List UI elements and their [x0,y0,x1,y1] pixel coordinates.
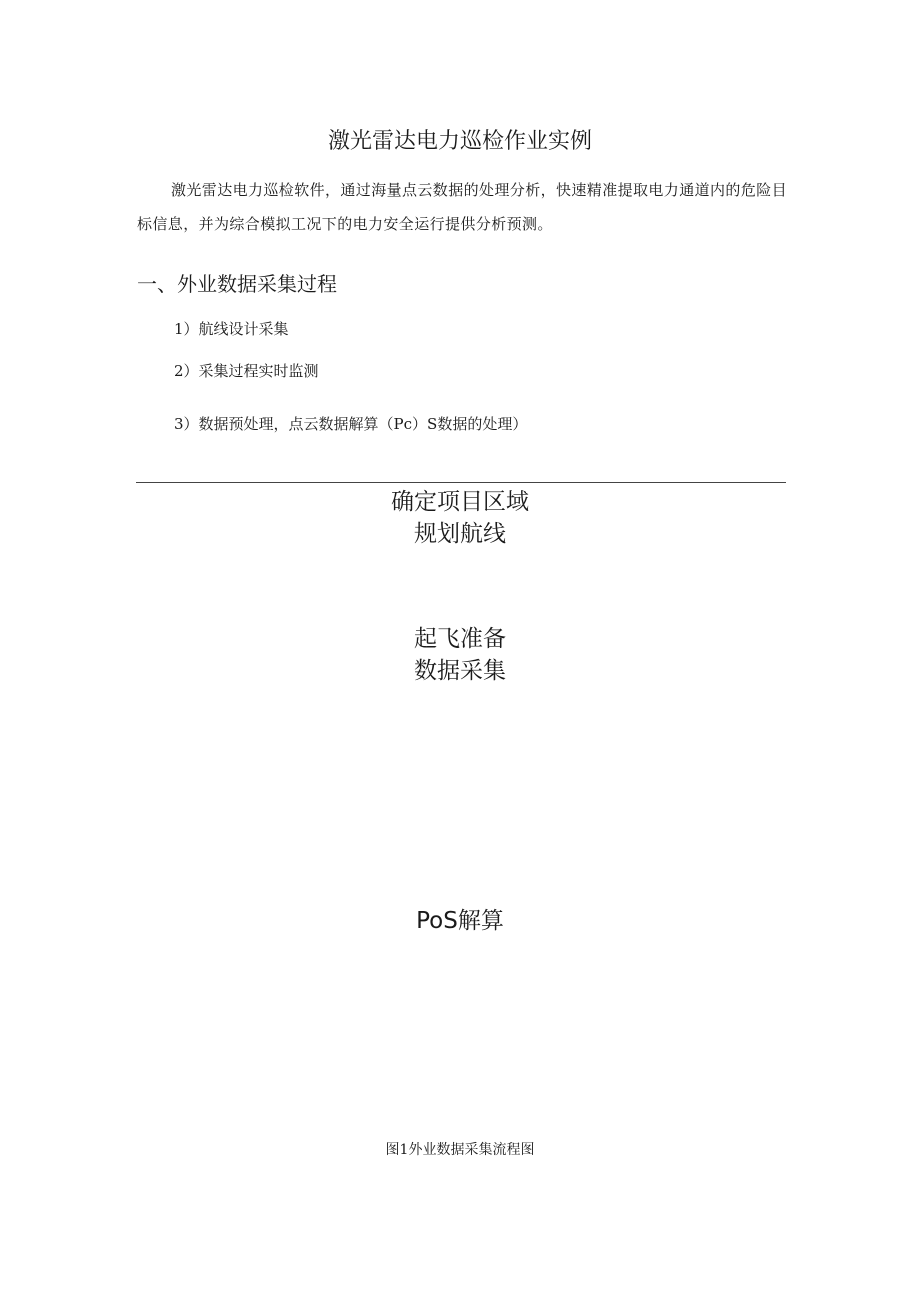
document-title: 激光雷达电力巡检作业实例 [327,129,592,154]
figure-caption: 图1外业数据采集流程图 [385,1142,535,1158]
section-heading: 一、外业数据采集过程 [137,272,337,296]
step-item: 2）采集过程实时监测 [174,362,319,380]
intro-paragraph: 激光雷达电力巡检软件，通过海量点云数据的处理分析，快速精准提取电力通道内的危险目标信息，并为综合模拟工况下的电力安全运行提供分析预测。 [137,181,788,233]
flow-node-project-area: 确定项目区域 [391,489,529,515]
step-item: 3）数据预处理，点云数据解算（Pc）S数据的处理） [174,415,528,433]
flow-node-plan-route: 规划航线 [414,521,506,547]
flow-node-pos-solve: PoS解算 [416,908,504,934]
divider-line [136,482,786,483]
flow-node-takeoff-prep: 起飞准备 [414,626,506,652]
step-item: 1）航线设计采集 [174,320,289,338]
flow-node-data-collection: 数据采集 [414,658,506,684]
